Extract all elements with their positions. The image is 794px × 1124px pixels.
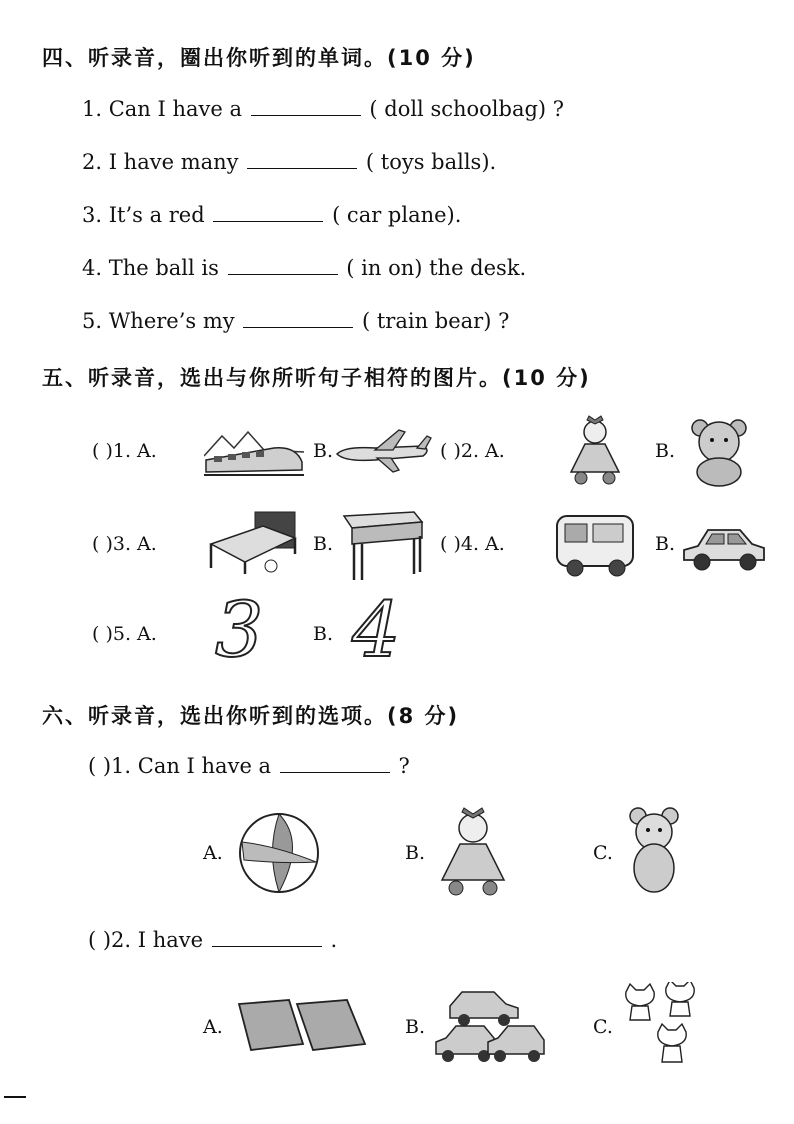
bear-picture: [624, 806, 684, 898]
s4-item-2-text: 2. I have many: [82, 150, 239, 174]
books-picture: [237, 996, 369, 1054]
answer-blank[interactable]: [251, 97, 361, 116]
s4-item-5-options: ( train bear) ?: [362, 309, 510, 333]
s4-item-1-options: ( doll schoolbag) ?: [369, 97, 565, 121]
s4-item-1-text: 1. Can I have a: [82, 97, 243, 121]
s4-item-2-options: ( toys balls).: [365, 150, 497, 174]
s5-item-5-label: ( )5. A.: [92, 623, 157, 645]
desk-picture: [340, 508, 424, 582]
s4-item-2: [82, 150, 496, 174]
s6-question-2: [88, 928, 337, 952]
s6-q2-option-a: A.: [203, 1016, 223, 1038]
answer-blank[interactable]: [212, 928, 322, 947]
answer-blank[interactable]: [213, 203, 323, 222]
s4-item-3: [82, 203, 461, 227]
s4-item-4-options: ( in on) the desk.: [346, 256, 527, 280]
s4-item-5: [82, 309, 509, 333]
bus-picture: [553, 510, 637, 578]
s4-item-4-text: 4. The ball is: [82, 256, 219, 280]
s5-item-1-label: ( )1. A.: [92, 440, 157, 462]
doll-picture: [436, 806, 510, 898]
airplane-picture: [335, 428, 433, 474]
teddy-bear-picture: [686, 416, 752, 488]
s5-item-4-b-label: B.: [655, 533, 676, 555]
s6-question-2-end: .: [330, 928, 338, 952]
section-5-heading: 五、听录音，选出与你所听句子相符的图片。(10 分): [42, 366, 591, 390]
car-picture: [682, 520, 766, 572]
bed-picture: [207, 508, 299, 576]
answer-blank[interactable]: [243, 309, 353, 328]
section-4-heading: 四、听录音，圈出你听到的单词。(10 分): [42, 46, 476, 70]
s6-question-1-end: ?: [398, 754, 410, 778]
s5-item-1-b-label: B.: [313, 440, 334, 462]
s4-item-3-text: 3. It’s a red: [82, 203, 205, 227]
number-four: 4: [352, 585, 401, 674]
page-divider: [4, 1096, 26, 1098]
s5-item-5-b-label: B.: [313, 623, 334, 645]
s4-item-4: [82, 256, 526, 280]
s5-item-3-label: ( )3. A.: [92, 533, 157, 555]
cars-picture: [434, 984, 546, 1070]
s6-q1-option-c: C.: [593, 842, 613, 864]
s4-item-5-text: 5. Where’s my: [82, 309, 235, 333]
s6-q2-option-b: B.: [405, 1016, 426, 1038]
s5-item-4-label: ( )4. A.: [440, 533, 505, 555]
answer-blank[interactable]: [228, 256, 338, 275]
answer-blank[interactable]: [247, 150, 357, 169]
train-picture: [204, 426, 304, 478]
s6-q1-option-a: A.: [203, 842, 223, 864]
s6-question-2-text: ( )2. I have: [88, 928, 204, 952]
s4-item-1: [82, 97, 564, 121]
section-6-heading: 六、听录音，选出你听到的选项。(8 分): [42, 704, 460, 728]
s6-q1-option-b: B.: [405, 842, 426, 864]
cats-picture: [622, 982, 704, 1074]
s5-item-2-b-label: B.: [655, 440, 676, 462]
s6-question-1: [88, 754, 410, 778]
s6-q2-option-c: C.: [593, 1016, 613, 1038]
s4-item-3-options: ( car plane).: [332, 203, 462, 227]
answer-blank[interactable]: [280, 754, 390, 773]
s5-item-2-label: ( )2. A.: [440, 440, 505, 462]
s5-item-3-b-label: B.: [313, 533, 334, 555]
s6-question-1-text: ( )1. Can I have a: [88, 754, 272, 778]
doll-picture: [565, 414, 625, 488]
number-three: 3: [215, 585, 264, 674]
ball-picture: [236, 812, 322, 894]
